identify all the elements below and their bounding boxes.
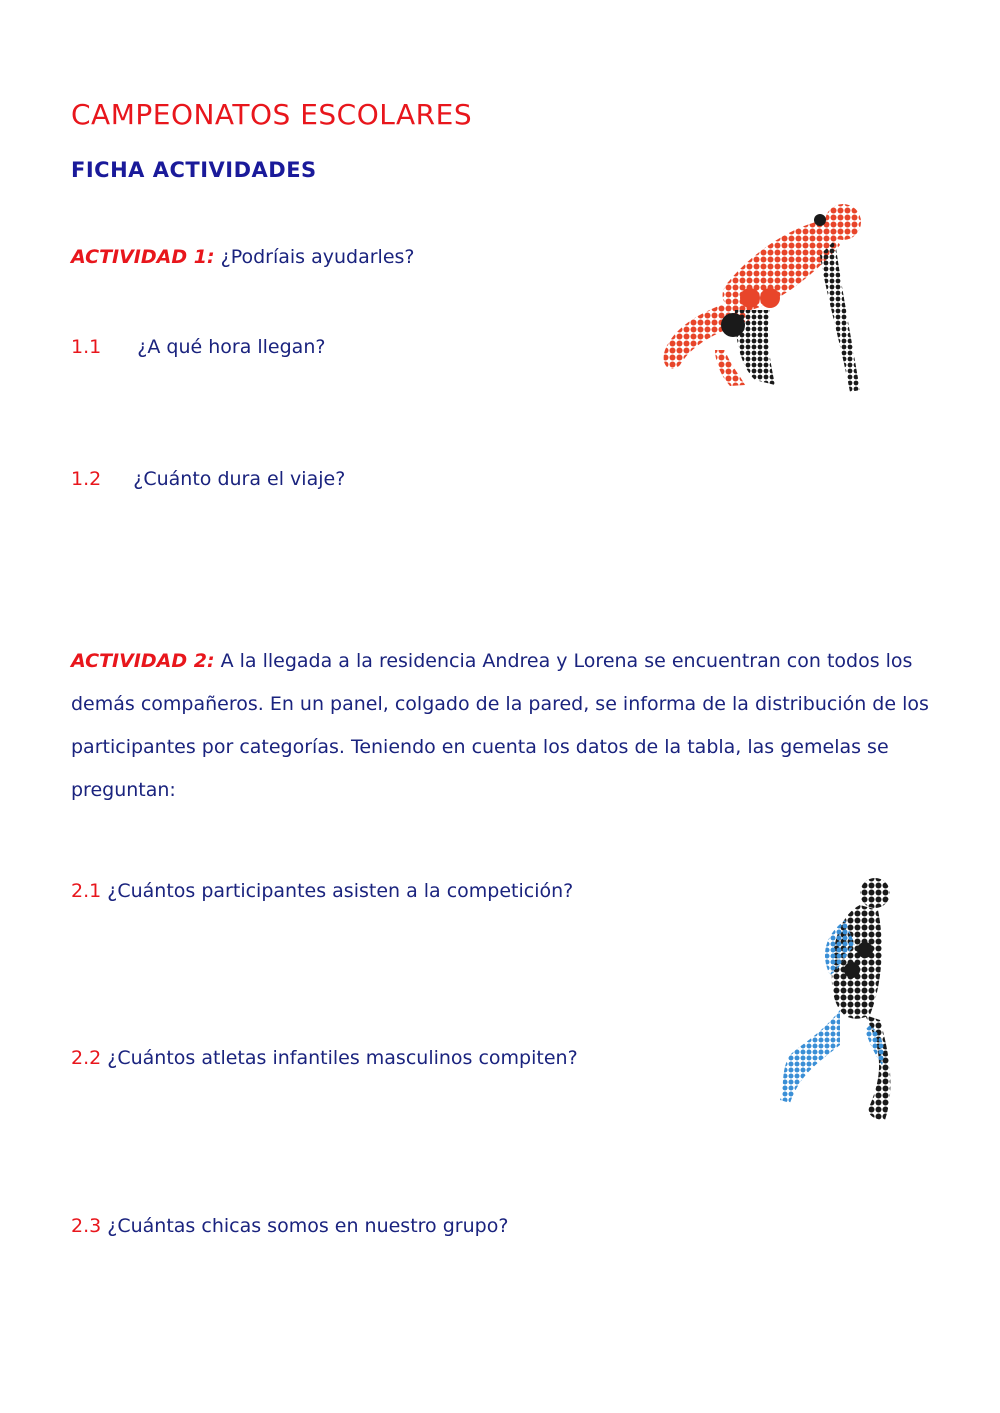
activity-2-line-3: participantes por categorías. Teniendo en cuenta los datos de la tabla, las gemelas se [71,736,889,758]
activity-2-line-4: preguntan: [71,779,176,801]
question-2-1 [71,880,573,902]
question-text: ¿Cuánto dura el viaje? [133,468,346,490]
activity-2-label: ACTIVIDAD 2: [71,650,215,672]
question-1-1 [71,336,325,358]
activity-1-label: ACTIVIDAD 1: [71,246,215,268]
question-number: 2.2 [71,1047,102,1069]
question-text: ¿Cuántas chicas somos en nuestro grupo? [107,1215,509,1237]
activity-2-paragraph [71,640,941,812]
activity-1-heading [71,246,415,268]
question-2-3 [71,1215,508,1237]
question-number: 1.2 [71,468,102,490]
question-text: ¿A qué hora llegan? [137,336,326,358]
crouching-runner-illustration [655,200,875,400]
activity-1-text: ¿Podríais ayudarles? [220,246,415,268]
question-number: 2.3 [71,1215,102,1237]
question-2-2 [71,1047,578,1069]
running-athlete-illustration [770,875,900,1125]
page-subtitle: FICHA ACTIVIDADES [71,158,317,182]
question-text: ¿Cuántos atletas infantiles masculinos compiten? [107,1047,578,1069]
question-text: ¿Cuántos participantes asisten a la competición? [107,880,574,902]
question-number: 2.1 [71,880,102,902]
activity-2-line-2: demás compañeros. En un panel, colgado de la pared, se informa de la distribución de los [71,693,929,715]
question-number: 1.1 [71,336,102,358]
activity-2-line-1: A la llegada a la residencia Andrea y Lorena se encuentran con todos los [220,650,913,672]
page-title: CAMPEONATOS ESCOLARES [71,98,473,131]
question-1-2 [71,468,345,490]
